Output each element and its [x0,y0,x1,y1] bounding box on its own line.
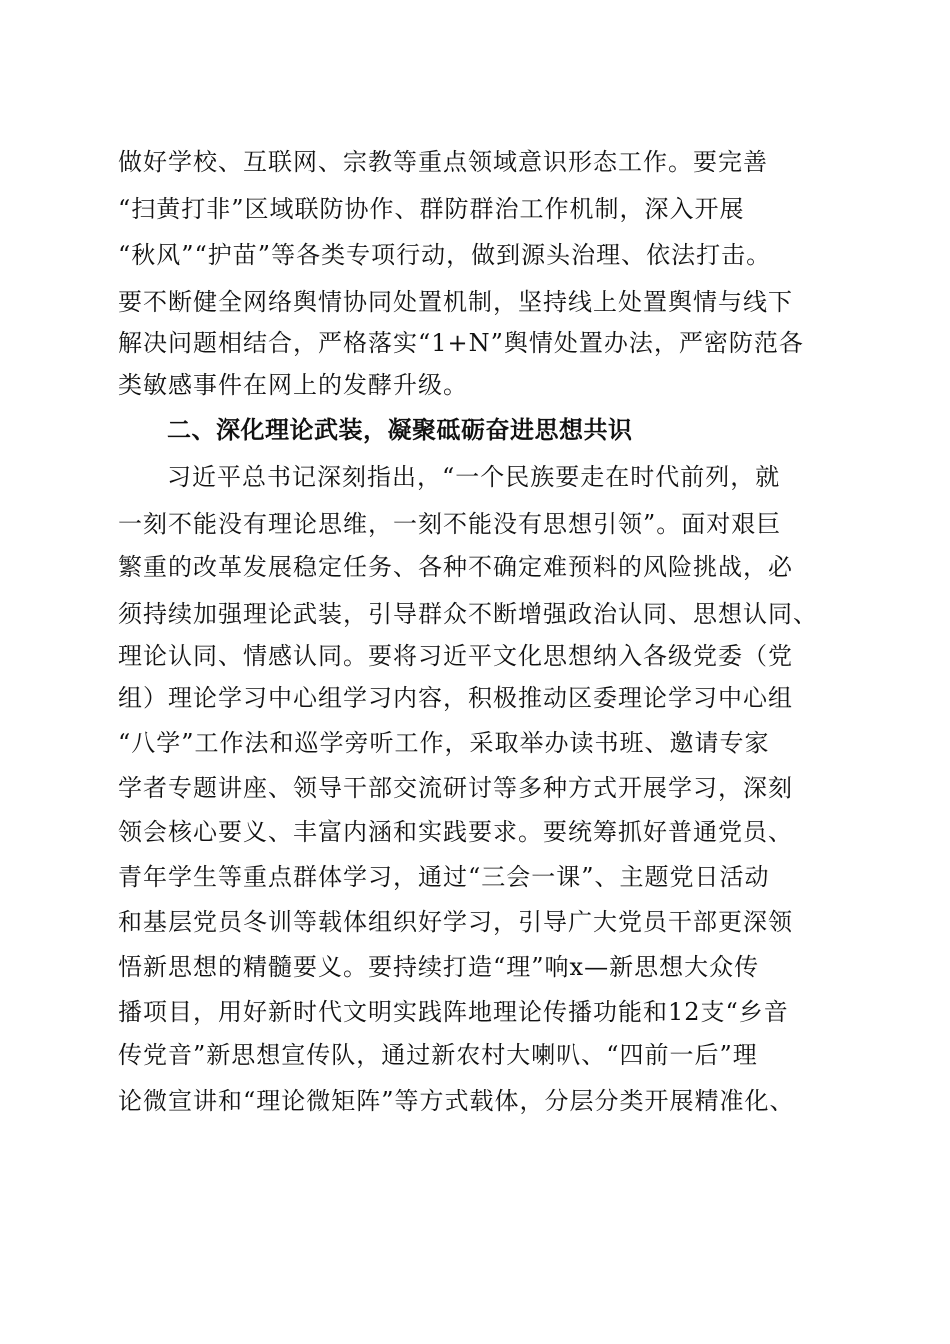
text-line: 解决问题相结合，严格落实“1+N”舆情处置办法，严密防范各 [118,329,804,357]
text-line: 论微宣讲和“理论微矩阵”等方式载体，分层分类开展精准化、 [118,1087,795,1115]
text-line: 一刻不能没有理论思维，一刻不能没有思想引领”。面对艰巨 [118,510,782,538]
text-line: “秋风”“护苗”等各类专项行动，做到源头治理、依法打击。 [118,241,772,269]
text-line: 做好学校、互联网、宗教等重点领域意识形态工作。要完善 [118,148,768,176]
text-line: 理论认同、情感认同。要将习近平文化思想纳入各级党委（党 [118,642,793,670]
text-line: 青年学生等重点群体学习，通过“三会一课”、主题党日活动 [118,863,770,891]
text-line: 悟新思想的精髓要义。要持续打造“理”响x—新思想大众传 [118,953,760,981]
text-line: “扫黄打非”区域联防协作、群防群治工作机制，深入开展 [118,195,745,223]
text-line: 学者专题讲座、领导干部交流研讨等多种方式开展学习，深刻 [118,774,793,802]
text-line: 组）理论学习中心组学习内容，积极推动区委理论学习中心组 [118,684,793,712]
text-line: 类敏感事件在网上的发酵升级。 [118,371,468,399]
text-line: 要不断健全网络舆情协同处置机制，坚持线上处置舆情与线下 [118,288,793,316]
section-heading: 二、深化理论武装，凝聚砥砺奋进思想共识 [167,416,633,444]
text-line: 和基层党员冬训等载体组织好学习，引导广大党员干部更深领 [118,908,793,936]
text-line: 繁重的改革发展稳定任务、各种不确定难预料的风险挑战，必 [118,553,793,581]
text-line: “八学”工作法和巡学旁听工作，采取举办读书班、邀请专家 [118,729,770,757]
text-line: 领会核心要义、丰富内涵和实践要求。要统筹抓好普通党员、 [118,818,793,846]
text-line: 传党音”新思想宣传队，通过新农村大喇叭、“四前一后”理 [118,1041,758,1069]
text-line: 习近平总书记深刻指出，“一个民族要走在时代前列，就 [167,463,781,491]
text-line: 播项目，用好新时代文明实践阵地理论传播功能和12支“乡音 [118,998,789,1026]
text-line: 须持续加强理论武装，引导群众不断增强政治认同、思想认同、 [118,600,818,628]
